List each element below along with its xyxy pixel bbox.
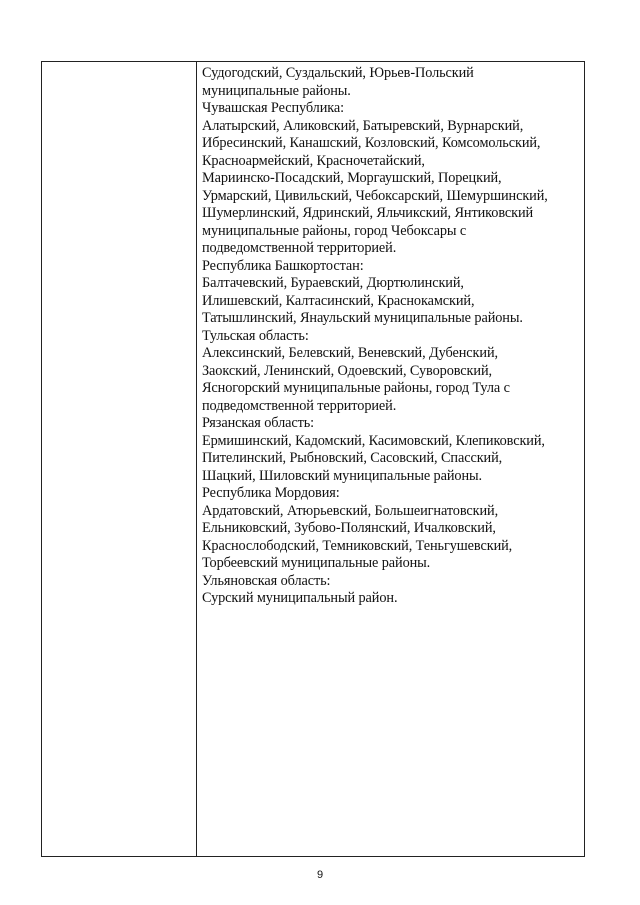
- text-line: Республика Башкортостан:: [202, 257, 364, 274]
- text-line: Ясногорский муниципальные районы, город Тула с: [202, 380, 510, 396]
- text-line: Ардатовский, Атюрьевский, Большеигнатовский,: [202, 502, 499, 519]
- text-line: Шацкий, Шиловский муниципальные районы.: [202, 467, 482, 484]
- text-line: Заокский, Ленинский, Одоевский, Суворовский,: [202, 362, 492, 379]
- text-line: Ульяновская область:: [202, 572, 331, 589]
- text-line: Урмарский, Цивильский, Чебоксарский, Шемуршинский,: [202, 187, 548, 204]
- text-line: подведомственной территорией.: [202, 397, 397, 414]
- region-list-text: [202, 65, 580, 608]
- text-line: муниципальные районы, город Чебоксары с: [202, 222, 467, 239]
- text-line: Мариинско-Посадский, Моргаушский, Порецкий,: [202, 170, 502, 186]
- text-line: Илишевский, Калтасинский, Краснокамский,: [202, 292, 475, 309]
- text-line: Судогодский, Суздальский, Юрьев-Польский: [202, 65, 474, 81]
- text-line: Чувашская Республика:: [202, 100, 344, 116]
- text-line: Тульская область:: [202, 327, 309, 344]
- page-number: 9: [316, 869, 324, 881]
- text-line: Рязанская область:: [202, 415, 315, 431]
- text-line: Республика Мордовия:: [202, 485, 340, 501]
- text-line: Торбеевский муниципальные районы.: [202, 555, 431, 571]
- text-line: Красноармейский, Красночетайский,: [202, 152, 425, 169]
- text-line: Ермишинский, Кадомский, Касимовский, Клепиковский,: [202, 432, 545, 449]
- text-line: Ельниковский, Зубово-Полянский, Ичалковский,: [202, 520, 496, 536]
- text-line: муниципальные районы.: [202, 82, 351, 99]
- text-line: Ибресинский, Канашский, Козловский, Комсомольский,: [202, 135, 541, 151]
- text-line: Алатырский, Аликовский, Батыревский, Вурнарский,: [202, 117, 524, 134]
- text-line: Шумерлинский, Ядринский, Яльчикский, Янтиковский: [202, 205, 534, 221]
- text-line: Сурский муниципальный район.: [202, 590, 398, 606]
- text-line: Балтачевский, Бураевский, Дюртюлинский,: [202, 275, 464, 291]
- document-table: [41, 61, 585, 857]
- text-line: Татышлинский, Янаульский муниципальные районы.: [202, 310, 523, 326]
- text-line: Краснослободский, Темниковский, Теньгушевский,: [202, 537, 513, 554]
- text-line: Алексинский, Белевский, Веневский, Дубенский,: [202, 345, 498, 361]
- table-left-cell: [42, 62, 197, 856]
- table-right-cell: [198, 62, 584, 856]
- text-line: подведомственной территорией.: [202, 240, 397, 256]
- text-line: Пителинский, Рыбновский, Сасовский, Спасский,: [202, 450, 503, 466]
